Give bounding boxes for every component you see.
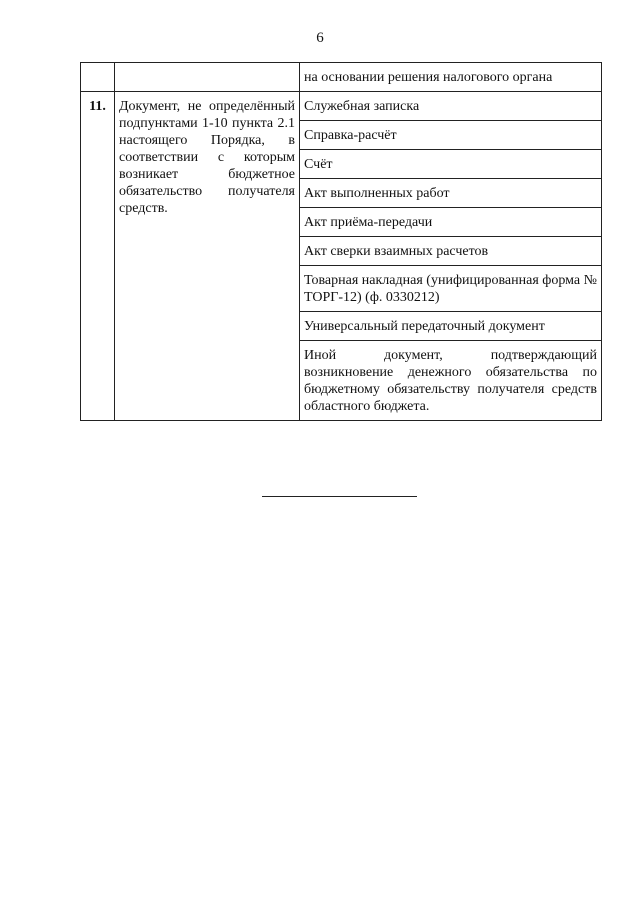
row-number-cell: 11. [81, 92, 115, 421]
documents-table [80, 62, 602, 421]
document-type-cell: Акт сверки взаимных расчетов [300, 237, 602, 266]
document-type-cell: на основании решения налогового органа [300, 63, 602, 92]
row-description-cell [115, 92, 300, 421]
closing-divider-line [262, 496, 417, 497]
document-type-cell: Иной документ, подтверждающий возникновение денежного обязательства по бюджетному обязательству получателя средств областного бюджета. [300, 341, 602, 421]
row-description-cell [115, 63, 300, 92]
row-description-text: Документ, не определённый подпунктами 1-10 пункта 2.1 настоящего Порядка, в соответствии с которым возникает бюджетное обязательство получателя средств. [119, 99, 295, 216]
document-type-cell: Служебная записка [300, 92, 602, 121]
document-type-cell: Справка-расчёт [300, 121, 602, 150]
document-type-cell: Акт приёма-передачи [300, 208, 602, 237]
table-row [81, 92, 602, 121]
page-number: 6 [316, 30, 324, 46]
document-type-cell: Счёт [300, 150, 602, 179]
row-number-cell [81, 63, 115, 92]
document-type-cell: Универсальный передаточный документ [300, 312, 602, 341]
table-row [81, 63, 602, 92]
document-type-cell: Акт выполненных работ [300, 179, 602, 208]
document-type-cell: Товарная накладная (унифицированная форма № ТОРГ-12) (ф. 0330212) [300, 266, 602, 312]
